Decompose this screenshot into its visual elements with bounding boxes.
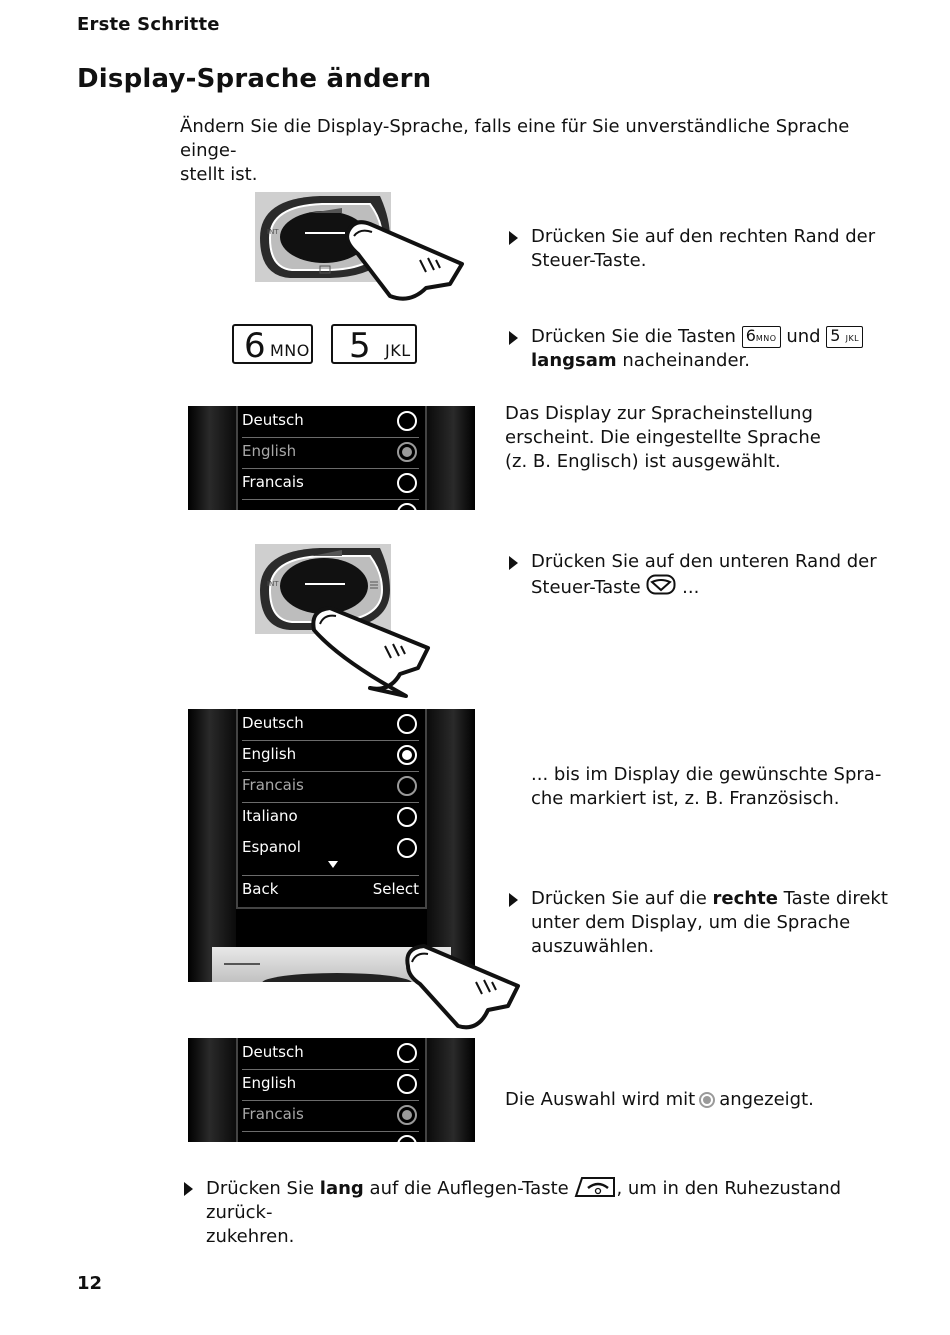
key-5-icon: 5 JKL (826, 326, 863, 348)
intro-line: stellt ist. (180, 164, 258, 185)
int-label: INT (267, 228, 279, 236)
nav-key-bottom-press-illustration (250, 540, 440, 700)
language-screen-initial (188, 406, 475, 510)
radio-icon (397, 838, 417, 858)
step-press-keys-slowly: Drücken Sie die Tasten 6MNO und 5 JKL langsam nacheinander. (505, 325, 911, 373)
radio-icon (397, 776, 417, 796)
softkey-select: Select (372, 880, 419, 898)
key-6-icon: 6MNO (742, 326, 781, 348)
list-item: English (242, 437, 419, 469)
bullet-arrow-icon (509, 331, 518, 345)
step-press-right-edge: Drücken Sie auf den rechten Rand der Steuer-Taste. (505, 225, 891, 273)
bullet-arrow-icon (509, 556, 518, 570)
int-label: INT (267, 580, 279, 588)
radio-selected-icon (397, 745, 417, 765)
language-screen-result (188, 1038, 475, 1142)
scroll-to-language-text: ... bis im Display die gewünschte Spra- che markiert ist, z. B. Französisch. (531, 764, 882, 809)
page-title: Display-Sprache ändern (77, 64, 432, 94)
radio-icon (397, 1043, 417, 1063)
radio-icon (397, 473, 417, 493)
end-call-key-icon (574, 1176, 616, 1198)
list-item-partial (242, 499, 419, 510)
softkey-bar (242, 875, 419, 902)
list-item: Deutsch (242, 709, 419, 741)
nav-key-down-icon (646, 574, 676, 596)
selection-shown-text: Die Auswahl wird mit angezeigt. (505, 1089, 814, 1110)
list-item: Francais (242, 468, 419, 500)
key-5-jkl-icon: 5 JKL (331, 324, 417, 364)
list-item: Francais (242, 1100, 419, 1132)
radio-icon (397, 714, 417, 734)
step-press-bottom-edge: Drücken Sie auf den unteren Rand der Steuer-Taste ... (505, 550, 911, 600)
key-6-mno-icon: 6 MNO (232, 324, 313, 364)
screen-appears-text: Das Display zur Spracheinstellung erscheint. Die eingestellte Sprache (z. B. Englisch) ist ausgewählt. (505, 403, 821, 472)
intro-line: Ändern Sie die Display-Sprache, falls eine für Sie unverständliche Sprache einge- (180, 116, 850, 161)
page-number: 12 (77, 1273, 103, 1294)
list-item: Francais (242, 771, 419, 803)
softkey-back: Back (242, 880, 279, 898)
intro-paragraph (180, 115, 870, 187)
radio-selected-icon (397, 442, 417, 462)
list-item-partial (242, 1131, 419, 1142)
bullet-arrow-icon (184, 1182, 193, 1196)
nav-key-right-press-illustration (250, 188, 470, 313)
section-header: Erste Schritte (77, 14, 220, 35)
radio-icon (397, 1074, 417, 1094)
scroll-down-icon (328, 861, 338, 868)
radio-selected-icon (699, 1092, 715, 1108)
radio-icon (397, 411, 417, 431)
list-item: English (242, 1069, 419, 1101)
radio-selected-icon (397, 1105, 417, 1125)
bullet-arrow-icon (509, 893, 518, 907)
list-item: Deutsch (242, 1038, 419, 1070)
list-item: English (242, 740, 419, 772)
step-press-right-softkey: Drücken Sie auf die rechte Taste direkt unter dem Display, um die Sprache auszuwählen. (505, 887, 911, 959)
bullet-arrow-icon (509, 231, 518, 245)
radio-icon (397, 807, 417, 827)
list-item: Espanol (242, 833, 419, 864)
list-item: Deutsch (242, 406, 419, 438)
step-long-press-end-key: Drücken Sie lang auf die Auflegen-Taste , um in den Ruhezustand zurück- zukehren. (180, 1176, 906, 1249)
list-item: Italiano (242, 802, 419, 833)
